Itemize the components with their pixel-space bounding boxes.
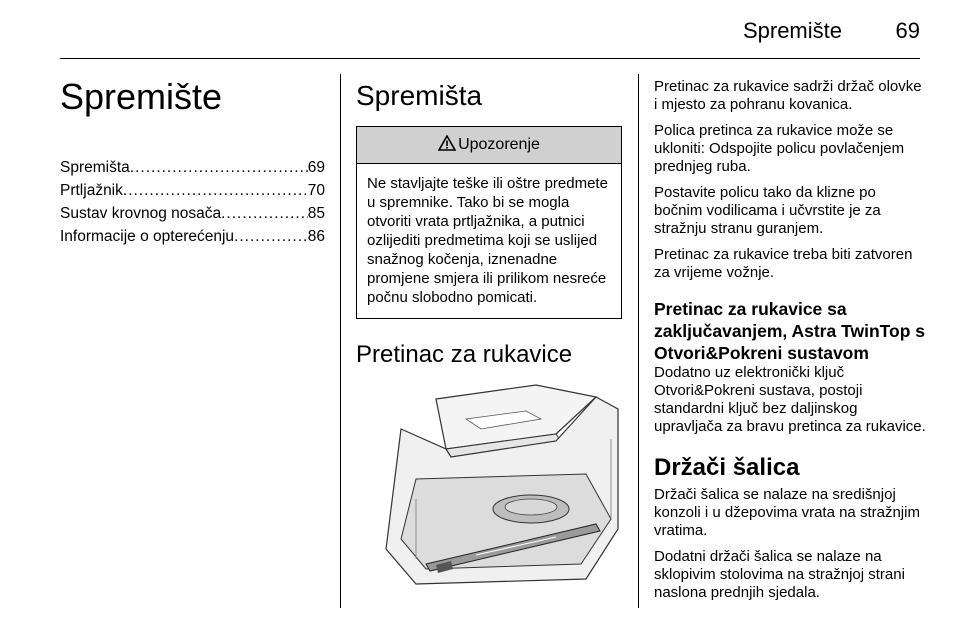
section-column [356, 60, 622, 589]
toc-entry-krovni-nosac[interactable] [60, 202, 325, 225]
toc-page: 69 [307, 159, 325, 176]
toc-leader-dots [130, 156, 308, 179]
paragraph: Polica pretinca za rukavice može se ukloniti: Odspojite policu povlačenjem prednjeg ruba. [654, 122, 905, 175]
toc-label: Spremišta [60, 159, 130, 176]
warning-header [357, 127, 621, 164]
toc-page: 86 [307, 228, 325, 245]
paragraph: Pretinac za rukavice treba biti zatvoren za vrijeme vožnje. [654, 246, 913, 281]
subheading-cup-holders: Držači šalica [654, 454, 800, 481]
header-rule [60, 58, 920, 59]
warning-box [356, 126, 622, 319]
paragraph: Držači šalica se nalaze na središnjoj konzoli i u džepovima vrata na stražnjim vratima. [654, 486, 920, 539]
toc-leader-dots [221, 202, 308, 225]
toc-page: 85 [307, 205, 325, 222]
section-title: Spremišta [356, 80, 483, 111]
paragraph: Dodatno uz elektronički ključ Otvori&Pokreni sustava, postoji standardni ključ bez daljinskog upravljača za bravu pretinca za rukavice. [654, 364, 926, 435]
toc-entry-opterecenje[interactable] [60, 225, 325, 248]
column-divider [638, 74, 639, 608]
header-title: Spremište [742, 18, 842, 43]
warning-text: Ne stavljajte teške ili oštre predmete u spremnike. Tako bi se mogla otvoriti vrata prtljažnika, a putnici ozlijediti predmetima koji se uslijed snažnog kočenja, iznenadne promjene smjera ili prilikom nesreće počnu slobodno pomicati. [367, 175, 608, 306]
table-of-contents [60, 156, 325, 248]
chapter-column [60, 60, 325, 248]
glovebox-illustration [356, 379, 622, 589]
column-divider [340, 74, 341, 608]
toc-entry-spremista[interactable] [60, 156, 325, 179]
paragraph: Postavite policu tako da klizne po bočnim vodilicama i učvrstite je za stražnju stranu guranjem. [654, 184, 881, 237]
warning-triangle-icon [438, 135, 456, 151]
toc-label: Prtljažnik [60, 182, 123, 199]
subsection-title: Pretinac za rukavice [356, 341, 573, 368]
toc-label: Sustav krovnog nosača [60, 205, 222, 222]
page-header [0, 0, 960, 60]
warning-heading: Upozorenje [458, 136, 540, 153]
toc-leader-dots [234, 225, 308, 248]
toc-entry-prtljaznik[interactable] [60, 179, 325, 202]
glovebox-drawing [356, 379, 622, 589]
toc-label: Informacije o opterećenju [60, 228, 235, 245]
chapter-title: Spremište [60, 76, 223, 117]
toc-page: 70 [307, 182, 325, 199]
subheading-locking-glovebox: Pretinac za rukavice sa zaključavanjem, Astra TwinTop s Otvori&Pokreni sustavom [654, 299, 926, 363]
text-column [654, 60, 926, 610]
paragraph: Dodatni držači šalica se nalaze na sklopivim stolovima na stražnjoj strani naslona prednjih sjedala. [654, 548, 905, 601]
header-page-number: 69 [895, 18, 920, 43]
paragraph: Pretinac za rukavice sadrži držač olovke i mjesto za pohranu kovanica. [654, 78, 922, 113]
toc-leader-dots [123, 179, 308, 202]
